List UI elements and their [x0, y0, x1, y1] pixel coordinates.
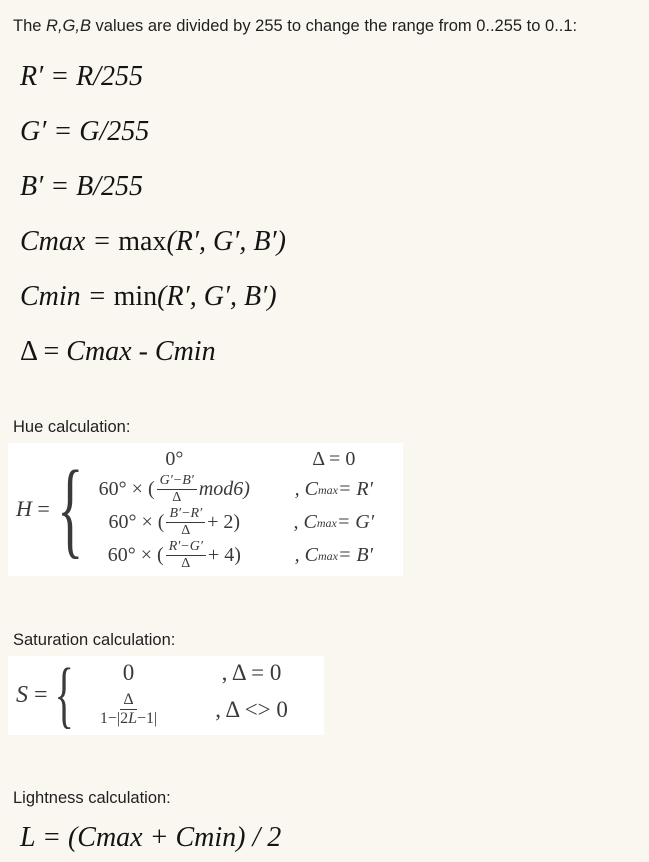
- hue-piecewise-rows: [76, 446, 395, 573]
- saturation-case-2-condition: , Δ <> 0: [215, 696, 288, 722]
- hue-section-label: Hue calculation:: [13, 418, 131, 436]
- hue-case-1-value: 0°: [165, 448, 184, 470]
- max-function: max: [118, 226, 167, 257]
- condition-post: = G′: [336, 511, 375, 534]
- hue-formula-image: [8, 443, 403, 576]
- cmin-lhs: Cmin =: [20, 281, 114, 312]
- intro-post: values are divided by 255 to change the range from 0..255 to 0..1:: [90, 17, 578, 35]
- cmax-args: (R′, G′, B′): [166, 226, 286, 257]
- denominator-variable: L: [128, 710, 137, 728]
- cmin-args: (R′, G′, B′): [157, 281, 277, 312]
- saturation-fraction: [100, 691, 157, 729]
- hue-case-3-value: [76, 506, 273, 539]
- hue-case-4-value: [76, 539, 273, 572]
- fraction-denominator: [100, 710, 157, 728]
- hue-case-2-suffix: mod6): [198, 478, 250, 501]
- saturation-case-1-value: 0: [122, 660, 135, 686]
- hue-case-2-value: [76, 473, 273, 506]
- hue-case-3-prefix: 60° × (: [108, 511, 165, 534]
- formula-g-prime: G′ = G/255: [20, 116, 150, 147]
- fraction-numerator: B′−R′: [166, 506, 205, 523]
- saturation-equals: =: [34, 681, 48, 708]
- saturation-section-label: Saturation calculation:: [13, 630, 176, 649]
- delta-symbol: Δ =: [20, 336, 67, 367]
- saturation-lhs: [16, 682, 48, 709]
- intro-text: [13, 16, 636, 37]
- denominator-pre: 1−|2: [99, 710, 129, 728]
- left-brace: {: [54, 654, 74, 736]
- intro-rgb-emphasis: R,G,B: [46, 17, 91, 35]
- fraction-numerator: G′−B′: [157, 473, 197, 490]
- condition-post: = B′: [337, 544, 374, 567]
- fraction-numerator: R′−G′: [166, 539, 206, 556]
- hue-case-3-suffix: + 2): [207, 511, 241, 534]
- lightness-section-label: Lightness calculation:: [13, 788, 171, 807]
- hue-case-1-condition: Δ = 0: [312, 448, 356, 470]
- hue-case-2-fraction: [157, 473, 197, 506]
- delta-rhs: Cmax - Cmin: [66, 336, 216, 367]
- fraction-denominator: Δ: [181, 556, 191, 572]
- left-brace: {: [56, 449, 84, 569]
- fraction-denominator: Δ: [172, 490, 182, 506]
- hue-case-3-condition: , C max = G′: [293, 511, 375, 534]
- formula-b-prime: B′ = B/255: [20, 171, 144, 202]
- saturation-case-2-value: [70, 688, 188, 732]
- hue-case-3-fraction: [166, 506, 205, 539]
- formula-lightness: L = (Cmax + Cmin) / 2: [20, 821, 282, 853]
- fraction-denominator: Δ: [181, 523, 191, 539]
- formula-cmax: [20, 223, 636, 260]
- cmax-lhs: Cmax =: [20, 226, 119, 257]
- hue-case-4-fraction: [166, 539, 206, 572]
- intro-pre: The: [13, 17, 47, 35]
- hue-case-4-condition: , C max = B′: [294, 544, 374, 567]
- saturation-variable: S: [16, 681, 28, 708]
- formula-delta: [20, 333, 636, 370]
- hue-equals: =: [37, 496, 50, 522]
- saturation-formula-image: [8, 656, 324, 735]
- hue-lhs: [16, 496, 50, 522]
- saturation-piecewise-rows: [70, 659, 316, 732]
- min-function: min: [113, 281, 158, 312]
- hue-case-4-suffix: + 4): [207, 544, 241, 567]
- condition-pre: , C: [294, 544, 318, 567]
- hue-case-4-prefix: 60° × (: [107, 544, 164, 567]
- formula-r-prime: R′ = R/255: [20, 61, 144, 92]
- hue-case-2-condition: , C max = R′: [294, 478, 374, 501]
- saturation-case-1-condition: , Δ = 0: [221, 660, 282, 686]
- formula-cmin: [20, 278, 636, 315]
- fraction-numerator: Δ: [120, 691, 136, 710]
- condition-pre: , C: [294, 478, 318, 501]
- hue-case-2-prefix: 60° × (: [98, 478, 155, 501]
- hue-variable: H: [16, 496, 32, 522]
- condition-post: = R′: [337, 478, 374, 501]
- denominator-post: −1|: [137, 710, 158, 728]
- condition-pre: , C: [293, 511, 317, 534]
